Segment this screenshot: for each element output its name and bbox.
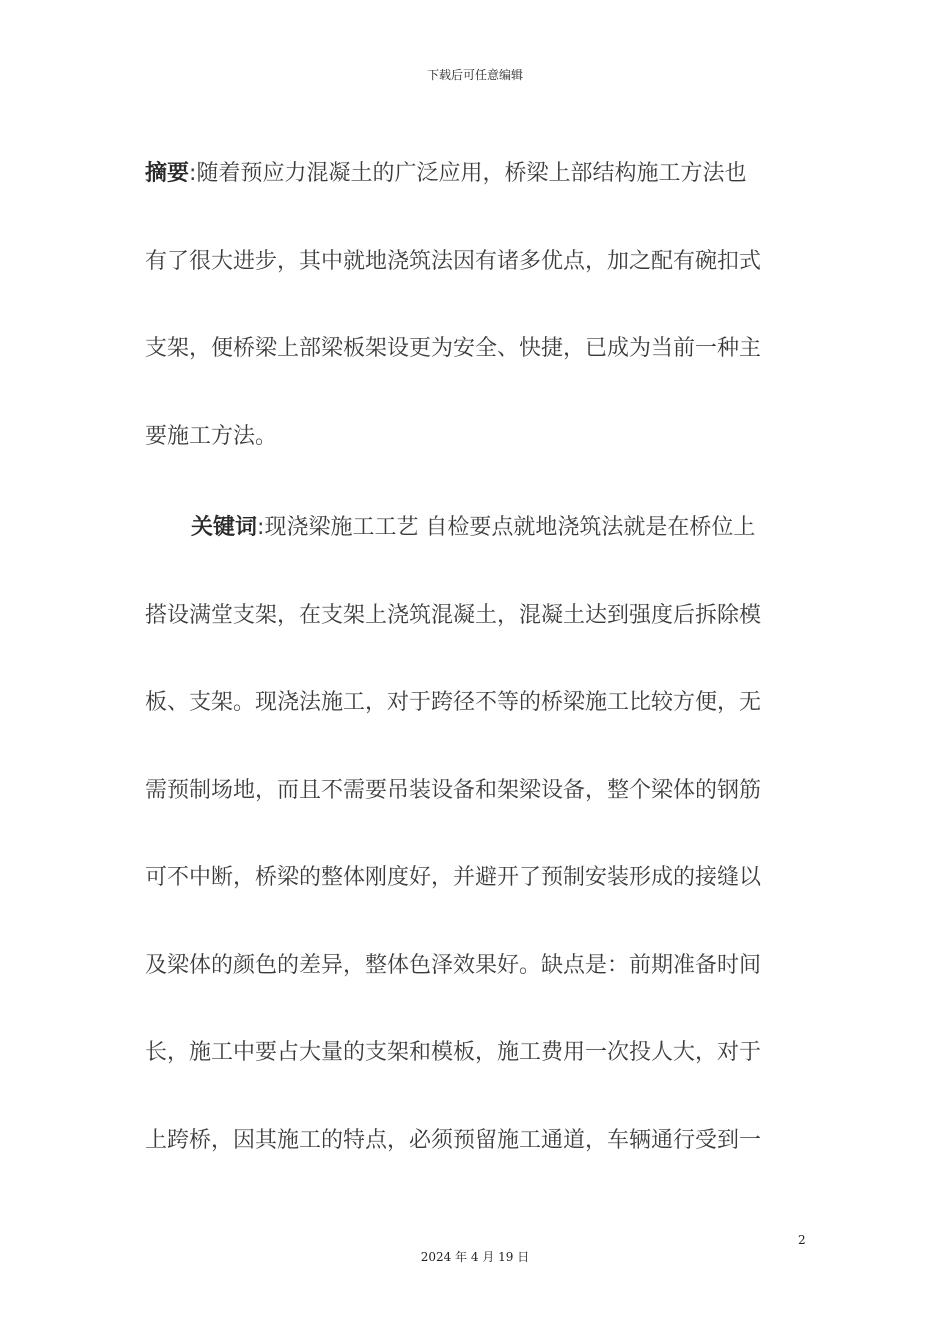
abstract-line-3: 支架，便桥梁上部梁板架设更为安全、快捷，已成为当前一种主: [145, 336, 762, 361]
abstract-text-1: 随着预应力混凝土的广泛应用，桥梁上部结构施工方法也: [196, 161, 747, 186]
keywords-line-2: 搭设满堂支架，在支架上浇筑混凝土，混凝土达到强度后拆除模: [145, 602, 762, 628]
keywords-separator: :: [257, 515, 265, 540]
keywords-line-7: 长，施工中要占大量的支架和模板，施工费用一次投人大，对于: [145, 1040, 762, 1065]
abstract-line-4: 要施工方法。: [145, 423, 278, 449]
abstract-line-2: 有了很大进步，其中就地浇筑法因有诸多优点，加之配有碗扣式: [145, 248, 762, 274]
abstract-paragraph: [145, 130, 800, 480]
page-number: 2: [798, 1233, 806, 1247]
abstract-separator: :: [189, 161, 197, 186]
keywords-text-1: 现浇梁施工工艺 自检要点就地浇筑法就是在桥位上: [264, 515, 756, 540]
keywords-line-6: 及梁体的颜色的差异，整体色泽效果好。缺点是：前期准备时间: [145, 952, 762, 978]
keywords-line-5: 可不中断，桥梁的整体刚度好，并避开了预制安装形成的接缝以: [145, 865, 762, 890]
keywords-label: 关键词: [191, 515, 258, 540]
abstract-label: 摘要: [145, 161, 190, 186]
keywords-line-4: 需预制场地，而且不需要吊装设备和架梁设备，整个梁体的钢筋: [145, 777, 762, 803]
keywords-line-8: 上跨桥，因其施工的特点，必须预留施工通道，车辆通行受到一: [145, 1127, 762, 1153]
abstract-line-1: [145, 130, 800, 218]
keywords-line-3: 板、支架。现浇法施工，对于跨径不等的桥梁施工比较方便，无: [145, 690, 762, 715]
footer-date: 2024 年 4 月 19 日: [420, 1250, 530, 1264]
header-note: 下载后可任意编辑: [426, 68, 523, 82]
keywords-line-1: [145, 484, 800, 572]
keywords-paragraph: [145, 484, 800, 1184]
